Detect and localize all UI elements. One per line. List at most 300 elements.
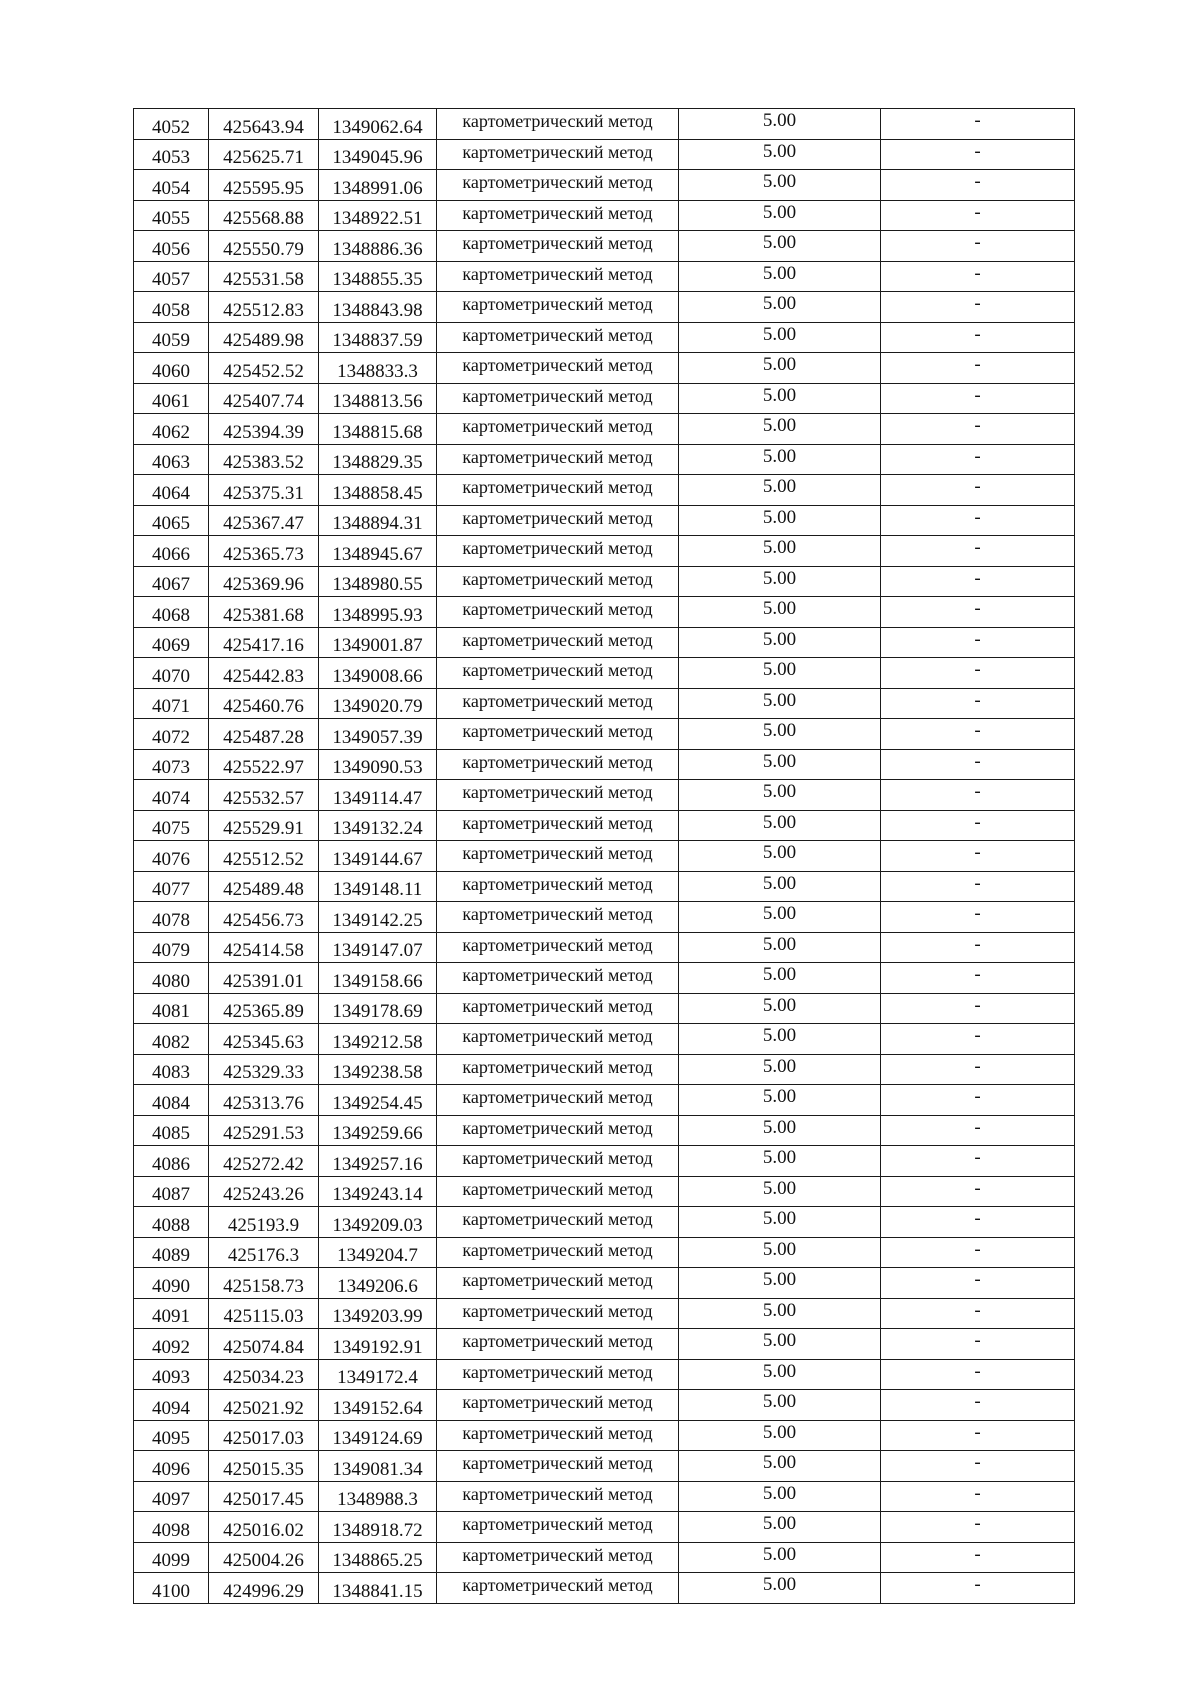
- note-cell: -: [881, 1390, 1075, 1421]
- note-cell: -: [881, 1420, 1075, 1451]
- method-cell: картометрический метод: [437, 444, 679, 475]
- y-coordinate-cell: 1349132.24: [319, 810, 437, 841]
- method-cell: картометрический метод: [437, 292, 679, 323]
- x-coordinate-cell: 425291.53: [209, 1115, 319, 1146]
- y-coordinate-cell: 1349152.64: [319, 1390, 437, 1421]
- x-coordinate-cell: 425017.45: [209, 1481, 319, 1512]
- method-cell: картометрический метод: [437, 109, 679, 140]
- table-row: [134, 1359, 1075, 1390]
- y-coordinate-cell: 1348841.15: [319, 1573, 437, 1604]
- y-coordinate-cell: 1348813.56: [319, 383, 437, 414]
- point-number-cell: 4068: [134, 597, 209, 628]
- accuracy-cell: 5.00: [679, 231, 881, 262]
- table-row: [134, 505, 1075, 536]
- x-coordinate-cell: 425489.48: [209, 871, 319, 902]
- accuracy-cell: 5.00: [679, 566, 881, 597]
- note-cell: -: [881, 1512, 1075, 1543]
- y-coordinate-cell: 1348988.3: [319, 1481, 437, 1512]
- accuracy-cell: 5.00: [679, 322, 881, 353]
- table-row: [134, 322, 1075, 353]
- accuracy-cell: 5.00: [679, 1024, 881, 1055]
- method-cell: картометрический метод: [437, 841, 679, 872]
- y-coordinate-cell: 1348894.31: [319, 505, 437, 536]
- method-cell: картометрический метод: [437, 536, 679, 567]
- method-cell: картометрический метод: [437, 1573, 679, 1604]
- point-number-cell: 4083: [134, 1054, 209, 1085]
- x-coordinate-cell: 425442.83: [209, 658, 319, 689]
- table-row: [134, 414, 1075, 445]
- y-coordinate-cell: 1349212.58: [319, 1024, 437, 1055]
- note-cell: -: [881, 1054, 1075, 1085]
- note-cell: -: [881, 1298, 1075, 1329]
- table-row: [134, 749, 1075, 780]
- accuracy-cell: 5.00: [679, 780, 881, 811]
- y-coordinate-cell: 1349172.4: [319, 1359, 437, 1390]
- note-cell: -: [881, 1207, 1075, 1238]
- x-coordinate-cell: 425625.71: [209, 139, 319, 170]
- accuracy-cell: 5.00: [679, 1542, 881, 1573]
- y-coordinate-cell: 1348833.3: [319, 353, 437, 384]
- method-cell: картометрический метод: [437, 749, 679, 780]
- point-number-cell: 4080: [134, 963, 209, 994]
- table-row: [134, 688, 1075, 719]
- point-number-cell: 4095: [134, 1420, 209, 1451]
- table-row: [134, 444, 1075, 475]
- x-coordinate-cell: 425522.97: [209, 749, 319, 780]
- note-cell: -: [881, 1268, 1075, 1299]
- x-coordinate-cell: 425375.31: [209, 475, 319, 506]
- note-cell: -: [881, 322, 1075, 353]
- x-coordinate-cell: 425015.35: [209, 1451, 319, 1482]
- point-number-cell: 4064: [134, 475, 209, 506]
- method-cell: картометрический метод: [437, 810, 679, 841]
- accuracy-cell: 5.00: [679, 1115, 881, 1146]
- table-row: [134, 353, 1075, 384]
- x-coordinate-cell: 425531.58: [209, 261, 319, 292]
- x-coordinate-cell: 425365.89: [209, 993, 319, 1024]
- accuracy-cell: 5.00: [679, 1207, 881, 1238]
- accuracy-cell: 5.00: [679, 932, 881, 963]
- table-row: [134, 1237, 1075, 1268]
- table-row: [134, 200, 1075, 231]
- y-coordinate-cell: 1349204.7: [319, 1237, 437, 1268]
- y-coordinate-cell: 1348886.36: [319, 231, 437, 262]
- table-row: [134, 1329, 1075, 1360]
- point-number-cell: 4082: [134, 1024, 209, 1055]
- x-coordinate-cell: 425550.79: [209, 231, 319, 262]
- note-cell: -: [881, 1085, 1075, 1116]
- x-coordinate-cell: 425414.58: [209, 932, 319, 963]
- y-coordinate-cell: 1349142.25: [319, 902, 437, 933]
- y-coordinate-cell: 1349148.11: [319, 871, 437, 902]
- method-cell: картометрический метод: [437, 1207, 679, 1238]
- y-coordinate-cell: 1349062.64: [319, 109, 437, 140]
- x-coordinate-cell: 425456.73: [209, 902, 319, 933]
- note-cell: -: [881, 231, 1075, 262]
- y-coordinate-cell: 1349124.69: [319, 1420, 437, 1451]
- accuracy-cell: 5.00: [679, 1451, 881, 1482]
- x-coordinate-cell: 425643.94: [209, 109, 319, 140]
- method-cell: картометрический метод: [437, 1451, 679, 1482]
- accuracy-cell: 5.00: [679, 1054, 881, 1085]
- y-coordinate-cell: 1348865.25: [319, 1542, 437, 1573]
- point-number-cell: 4073: [134, 749, 209, 780]
- y-coordinate-cell: 1349147.07: [319, 932, 437, 963]
- accuracy-cell: 5.00: [679, 1420, 881, 1451]
- point-number-cell: 4089: [134, 1237, 209, 1268]
- point-number-cell: 4053: [134, 139, 209, 170]
- table-row: [134, 1115, 1075, 1146]
- accuracy-cell: 5.00: [679, 688, 881, 719]
- note-cell: -: [881, 444, 1075, 475]
- method-cell: картометрический метод: [437, 566, 679, 597]
- table-row: [134, 566, 1075, 597]
- point-number-cell: 4058: [134, 292, 209, 323]
- note-cell: -: [881, 353, 1075, 384]
- point-number-cell: 4062: [134, 414, 209, 445]
- point-number-cell: 4065: [134, 505, 209, 536]
- x-coordinate-cell: 425394.39: [209, 414, 319, 445]
- point-number-cell: 4093: [134, 1359, 209, 1390]
- x-coordinate-cell: 424996.29: [209, 1573, 319, 1604]
- table-row: [134, 109, 1075, 140]
- y-coordinate-cell: 1348980.55: [319, 566, 437, 597]
- point-number-cell: 4097: [134, 1481, 209, 1512]
- y-coordinate-cell: 1348855.35: [319, 261, 437, 292]
- accuracy-cell: 5.00: [679, 1268, 881, 1299]
- y-coordinate-cell: 1348858.45: [319, 475, 437, 506]
- y-coordinate-cell: 1349178.69: [319, 993, 437, 1024]
- point-number-cell: 4084: [134, 1085, 209, 1116]
- accuracy-cell: 5.00: [679, 1359, 881, 1390]
- x-coordinate-cell: 425532.57: [209, 780, 319, 811]
- table-row: [134, 1085, 1075, 1116]
- accuracy-cell: 5.00: [679, 383, 881, 414]
- table-row: [134, 627, 1075, 658]
- point-number-cell: 4086: [134, 1146, 209, 1177]
- point-number-cell: 4057: [134, 261, 209, 292]
- note-cell: -: [881, 932, 1075, 963]
- table-row: [134, 1176, 1075, 1207]
- x-coordinate-cell: 425391.01: [209, 963, 319, 994]
- point-number-cell: 4059: [134, 322, 209, 353]
- note-cell: -: [881, 993, 1075, 1024]
- accuracy-cell: 5.00: [679, 1390, 881, 1421]
- method-cell: картометрический метод: [437, 1298, 679, 1329]
- table-row: [134, 292, 1075, 323]
- x-coordinate-cell: 425595.95: [209, 170, 319, 201]
- method-cell: картометрический метод: [437, 383, 679, 414]
- accuracy-cell: 5.00: [679, 749, 881, 780]
- table-row: [134, 1268, 1075, 1299]
- accuracy-cell: 5.00: [679, 871, 881, 902]
- method-cell: картометрический метод: [437, 1146, 679, 1177]
- accuracy-cell: 5.00: [679, 719, 881, 750]
- y-coordinate-cell: 1348829.35: [319, 444, 437, 475]
- method-cell: картометрический метод: [437, 932, 679, 963]
- note-cell: -: [881, 109, 1075, 140]
- method-cell: картометрический метод: [437, 719, 679, 750]
- accuracy-cell: 5.00: [679, 1237, 881, 1268]
- note-cell: -: [881, 414, 1075, 445]
- point-number-cell: 4088: [134, 1207, 209, 1238]
- x-coordinate-cell: 425365.73: [209, 536, 319, 567]
- note-cell: -: [881, 292, 1075, 323]
- note-cell: -: [881, 963, 1075, 994]
- point-number-cell: 4100: [134, 1573, 209, 1604]
- y-coordinate-cell: 1349090.53: [319, 749, 437, 780]
- y-coordinate-cell: 1349209.03: [319, 1207, 437, 1238]
- accuracy-cell: 5.00: [679, 1329, 881, 1360]
- point-number-cell: 4052: [134, 109, 209, 140]
- method-cell: картометрический метод: [437, 1390, 679, 1421]
- method-cell: картометрический метод: [437, 200, 679, 231]
- method-cell: картометрический метод: [437, 322, 679, 353]
- note-cell: -: [881, 1329, 1075, 1360]
- y-coordinate-cell: 1349257.16: [319, 1146, 437, 1177]
- table-row: [134, 658, 1075, 689]
- accuracy-cell: 5.00: [679, 170, 881, 201]
- x-coordinate-cell: 425313.76: [209, 1085, 319, 1116]
- note-cell: -: [881, 1359, 1075, 1390]
- table-row: [134, 1573, 1075, 1604]
- method-cell: картометрический метод: [437, 1542, 679, 1573]
- method-cell: картометрический метод: [437, 475, 679, 506]
- accuracy-cell: 5.00: [679, 658, 881, 689]
- x-coordinate-cell: 425512.83: [209, 292, 319, 323]
- accuracy-cell: 5.00: [679, 292, 881, 323]
- point-number-cell: 4055: [134, 200, 209, 231]
- note-cell: -: [881, 719, 1075, 750]
- y-coordinate-cell: 1348843.98: [319, 292, 437, 323]
- method-cell: картометрический метод: [437, 1420, 679, 1451]
- y-coordinate-cell: 1349045.96: [319, 139, 437, 170]
- accuracy-cell: 5.00: [679, 1512, 881, 1543]
- y-coordinate-cell: 1349206.6: [319, 1268, 437, 1299]
- table-row: [134, 475, 1075, 506]
- note-cell: -: [881, 780, 1075, 811]
- point-number-cell: 4054: [134, 170, 209, 201]
- point-number-cell: 4098: [134, 1512, 209, 1543]
- point-number-cell: 4091: [134, 1298, 209, 1329]
- method-cell: картометрический метод: [437, 1237, 679, 1268]
- point-number-cell: 4061: [134, 383, 209, 414]
- x-coordinate-cell: 425512.52: [209, 841, 319, 872]
- method-cell: картометрический метод: [437, 1024, 679, 1055]
- x-coordinate-cell: 425417.16: [209, 627, 319, 658]
- note-cell: -: [881, 597, 1075, 628]
- table-row: [134, 1451, 1075, 1482]
- method-cell: картометрический метод: [437, 1359, 679, 1390]
- table-row: [134, 719, 1075, 750]
- note-cell: -: [881, 1542, 1075, 1573]
- method-cell: картометрический метод: [437, 597, 679, 628]
- note-cell: -: [881, 1237, 1075, 1268]
- method-cell: картометрический метод: [437, 1176, 679, 1207]
- note-cell: -: [881, 475, 1075, 506]
- y-coordinate-cell: 1348918.72: [319, 1512, 437, 1543]
- x-coordinate-cell: 425345.63: [209, 1024, 319, 1055]
- point-number-cell: 4081: [134, 993, 209, 1024]
- method-cell: картометрический метод: [437, 963, 679, 994]
- y-coordinate-cell: 1348991.06: [319, 170, 437, 201]
- x-coordinate-cell: 425329.33: [209, 1054, 319, 1085]
- note-cell: -: [881, 1451, 1075, 1482]
- accuracy-cell: 5.00: [679, 1176, 881, 1207]
- table-row: [134, 1512, 1075, 1543]
- accuracy-cell: 5.00: [679, 505, 881, 536]
- y-coordinate-cell: 1349144.67: [319, 841, 437, 872]
- method-cell: картометрический метод: [437, 688, 679, 719]
- accuracy-cell: 5.00: [679, 414, 881, 445]
- y-coordinate-cell: 1349158.66: [319, 963, 437, 994]
- table-row: [134, 1024, 1075, 1055]
- note-cell: -: [881, 902, 1075, 933]
- note-cell: -: [881, 139, 1075, 170]
- note-cell: -: [881, 505, 1075, 536]
- y-coordinate-cell: 1348945.67: [319, 536, 437, 567]
- coordinates-table-body: [134, 109, 1075, 1604]
- y-coordinate-cell: 1349254.45: [319, 1085, 437, 1116]
- note-cell: -: [881, 810, 1075, 841]
- accuracy-cell: 5.00: [679, 597, 881, 628]
- point-number-cell: 4056: [134, 231, 209, 262]
- point-number-cell: 4099: [134, 1542, 209, 1573]
- point-number-cell: 4063: [134, 444, 209, 475]
- accuracy-cell: 5.00: [679, 1085, 881, 1116]
- note-cell: -: [881, 536, 1075, 567]
- method-cell: картометрический метод: [437, 1085, 679, 1116]
- accuracy-cell: 5.00: [679, 475, 881, 506]
- table-row: [134, 383, 1075, 414]
- point-number-cell: 4076: [134, 841, 209, 872]
- method-cell: картометрический метод: [437, 1481, 679, 1512]
- table-row: [134, 1298, 1075, 1329]
- table-row: [134, 993, 1075, 1024]
- point-number-cell: 4075: [134, 810, 209, 841]
- x-coordinate-cell: 425367.47: [209, 505, 319, 536]
- table-row: [134, 231, 1075, 262]
- accuracy-cell: 5.00: [679, 810, 881, 841]
- table-row: [134, 597, 1075, 628]
- table-row: [134, 261, 1075, 292]
- accuracy-cell: 5.00: [679, 139, 881, 170]
- table-row: [134, 1054, 1075, 1085]
- method-cell: картометрический метод: [437, 1268, 679, 1299]
- point-number-cell: 4087: [134, 1176, 209, 1207]
- x-coordinate-cell: 425489.98: [209, 322, 319, 353]
- x-coordinate-cell: 425568.88: [209, 200, 319, 231]
- y-coordinate-cell: 1348922.51: [319, 200, 437, 231]
- point-number-cell: 4079: [134, 932, 209, 963]
- note-cell: -: [881, 566, 1075, 597]
- y-coordinate-cell: 1349008.66: [319, 658, 437, 689]
- x-coordinate-cell: 425021.92: [209, 1390, 319, 1421]
- accuracy-cell: 5.00: [679, 1573, 881, 1604]
- accuracy-cell: 5.00: [679, 200, 881, 231]
- x-coordinate-cell: 425158.73: [209, 1268, 319, 1299]
- table-row: [134, 1542, 1075, 1573]
- table-row: [134, 1420, 1075, 1451]
- x-coordinate-cell: 425176.3: [209, 1237, 319, 1268]
- note-cell: -: [881, 1573, 1075, 1604]
- table-row: [134, 902, 1075, 933]
- table-row: [134, 1481, 1075, 1512]
- note-cell: -: [881, 1024, 1075, 1055]
- y-coordinate-cell: 1348837.59: [319, 322, 437, 353]
- x-coordinate-cell: 425529.91: [209, 810, 319, 841]
- x-coordinate-cell: 425243.26: [209, 1176, 319, 1207]
- note-cell: -: [881, 200, 1075, 231]
- method-cell: картометрический метод: [437, 261, 679, 292]
- x-coordinate-cell: 425383.52: [209, 444, 319, 475]
- y-coordinate-cell: 1348995.93: [319, 597, 437, 628]
- method-cell: картометрический метод: [437, 658, 679, 689]
- note-cell: -: [881, 871, 1075, 902]
- x-coordinate-cell: 425016.02: [209, 1512, 319, 1543]
- note-cell: -: [881, 261, 1075, 292]
- table-row: [134, 841, 1075, 872]
- accuracy-cell: 5.00: [679, 841, 881, 872]
- method-cell: картометрический метод: [437, 170, 679, 201]
- y-coordinate-cell: 1349114.47: [319, 780, 437, 811]
- note-cell: -: [881, 1146, 1075, 1177]
- method-cell: картометрический метод: [437, 1512, 679, 1543]
- point-number-cell: 4090: [134, 1268, 209, 1299]
- point-number-cell: 4067: [134, 566, 209, 597]
- table-row: [134, 871, 1075, 902]
- x-coordinate-cell: 425034.23: [209, 1359, 319, 1390]
- table-row: [134, 1390, 1075, 1421]
- accuracy-cell: 5.00: [679, 1146, 881, 1177]
- method-cell: картометрический метод: [437, 1115, 679, 1146]
- point-number-cell: 4094: [134, 1390, 209, 1421]
- method-cell: картометрический метод: [437, 1054, 679, 1085]
- y-coordinate-cell: 1349192.91: [319, 1329, 437, 1360]
- table-row: [134, 170, 1075, 201]
- accuracy-cell: 5.00: [679, 902, 881, 933]
- accuracy-cell: 5.00: [679, 353, 881, 384]
- y-coordinate-cell: 1349081.34: [319, 1451, 437, 1482]
- point-number-cell: 4060: [134, 353, 209, 384]
- table-row: [134, 139, 1075, 170]
- x-coordinate-cell: 425074.84: [209, 1329, 319, 1360]
- note-cell: -: [881, 841, 1075, 872]
- point-number-cell: 4072: [134, 719, 209, 750]
- note-cell: -: [881, 1176, 1075, 1207]
- y-coordinate-cell: 1349020.79: [319, 688, 437, 719]
- accuracy-cell: 5.00: [679, 627, 881, 658]
- y-coordinate-cell: 1349238.58: [319, 1054, 437, 1085]
- method-cell: картометрический метод: [437, 993, 679, 1024]
- accuracy-cell: 5.00: [679, 444, 881, 475]
- table-row: [134, 810, 1075, 841]
- note-cell: -: [881, 688, 1075, 719]
- point-number-cell: 4071: [134, 688, 209, 719]
- method-cell: картометрический метод: [437, 1329, 679, 1360]
- method-cell: картометрический метод: [437, 627, 679, 658]
- x-coordinate-cell: 425193.9: [209, 1207, 319, 1238]
- point-number-cell: 4096: [134, 1451, 209, 1482]
- note-cell: -: [881, 627, 1075, 658]
- method-cell: картометрический метод: [437, 414, 679, 445]
- note-cell: -: [881, 170, 1075, 201]
- method-cell: картометрический метод: [437, 353, 679, 384]
- accuracy-cell: 5.00: [679, 261, 881, 292]
- note-cell: -: [881, 383, 1075, 414]
- note-cell: -: [881, 1115, 1075, 1146]
- point-number-cell: 4074: [134, 780, 209, 811]
